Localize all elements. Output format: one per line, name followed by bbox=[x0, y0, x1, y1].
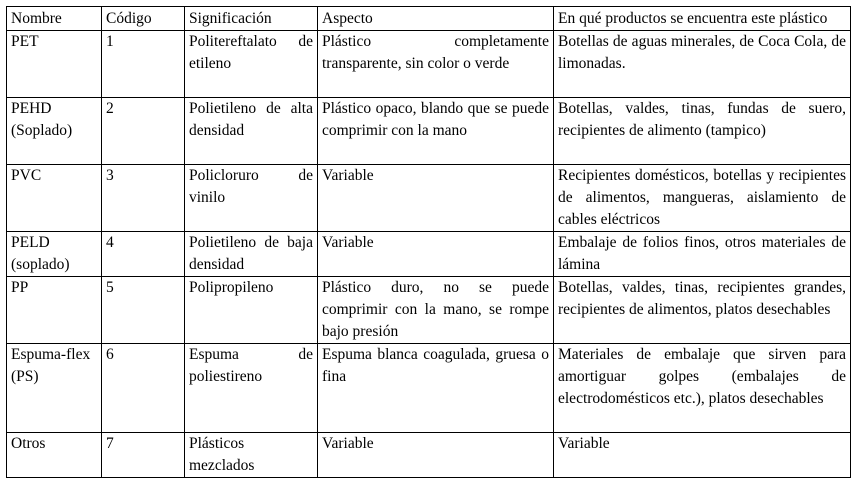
cell-codigo: 7 bbox=[102, 433, 185, 478]
cell-productos: Embalaje de folios finos, otros materiales de lámina bbox=[554, 232, 851, 277]
cell-productos: Materiales de embalaje que sirven para amortiguar golpes (embalajes de electrodomésticos etc.), platos desechables bbox=[554, 344, 851, 433]
cell-productos: Recipientes domésticos, botellas y recipientes de alimentos, mangueras, aislamiento de cables eléctricos bbox=[554, 165, 851, 232]
cell-aspecto: Espuma blanca coagulada, gruesa o fina bbox=[318, 344, 554, 433]
cell-aspecto: Plástico completamente transparente, sin color o verde bbox=[318, 31, 554, 98]
cell-codigo: 4 bbox=[102, 232, 185, 277]
header-codigo: Código bbox=[102, 7, 185, 31]
cell-productos: Botellas, valdes, tinas, fundas de suero, recipientes de alimento (tampico) bbox=[554, 98, 851, 165]
header-productos: En qué productos se encuentra este plástico bbox=[554, 7, 851, 31]
cell-productos: Botellas de aguas minerales, de Coca Cola, de limonadas. bbox=[554, 31, 851, 98]
cell-aspecto: Variable bbox=[318, 433, 554, 478]
cell-nombre: Otros bbox=[7, 433, 102, 478]
table-row bbox=[7, 165, 851, 232]
cell-aspecto: Variable bbox=[318, 232, 554, 277]
cell-productos: Botellas, valdes, tinas, recipientes grandes, recipientes de alimentos, platos desechables bbox=[554, 277, 851, 344]
table-row bbox=[7, 433, 851, 478]
cell-codigo: 2 bbox=[102, 98, 185, 165]
cell-nombre: PEHD (Soplado) bbox=[7, 98, 102, 165]
plastics-table bbox=[6, 6, 851, 478]
cell-nombre: PELD (soplado) bbox=[7, 232, 102, 277]
cell-significacion: Policloruro de vinilo bbox=[185, 165, 318, 232]
table-row bbox=[7, 232, 851, 277]
header-aspecto: Aspecto bbox=[318, 7, 554, 31]
cell-aspecto: Plástico opaco, blando que se puede comprimir con la mano bbox=[318, 98, 554, 165]
cell-productos: Variable bbox=[554, 433, 851, 478]
cell-codigo: 5 bbox=[102, 277, 185, 344]
cell-significacion: Polipropileno bbox=[185, 277, 318, 344]
cell-codigo: 3 bbox=[102, 165, 185, 232]
cell-nombre: PVC bbox=[7, 165, 102, 232]
cell-nombre: PP bbox=[7, 277, 102, 344]
cell-significacion: Politereftalato de etileno bbox=[185, 31, 318, 98]
cell-nombre: PET bbox=[7, 31, 102, 98]
cell-significacion: Polietileno de baja densidad bbox=[185, 232, 318, 277]
table-row bbox=[7, 98, 851, 165]
cell-significacion: Espuma de poliestireno bbox=[185, 344, 318, 433]
cell-significacion: Plásticos mezclados bbox=[185, 433, 318, 478]
cell-nombre: Espuma-flex (PS) bbox=[7, 344, 102, 433]
cell-aspecto: Plástico duro, no se puede comprimir con la mano, se rompe bajo presión bbox=[318, 277, 554, 344]
cell-aspecto: Variable bbox=[318, 165, 554, 232]
table-row bbox=[7, 31, 851, 98]
cell-codigo: 6 bbox=[102, 344, 185, 433]
table-row bbox=[7, 344, 851, 433]
table-row bbox=[7, 277, 851, 344]
cell-codigo: 1 bbox=[102, 31, 185, 98]
header-significacion: Significación bbox=[185, 7, 318, 31]
table-header-row bbox=[7, 7, 851, 31]
cell-significacion: Polietileno de alta densidad bbox=[185, 98, 318, 165]
header-nombre: Nombre bbox=[7, 7, 102, 31]
